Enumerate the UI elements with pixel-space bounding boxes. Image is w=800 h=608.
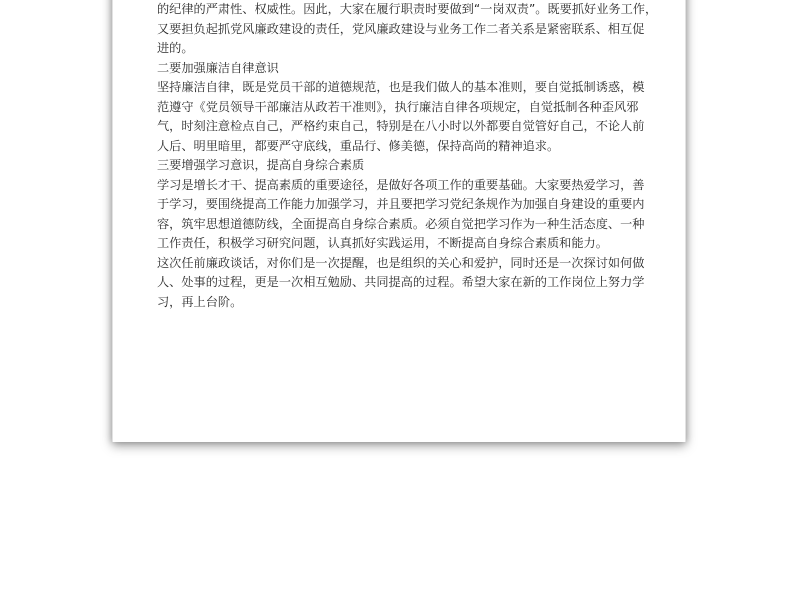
- paragraph-line: 人、处事的过程，更是一次相互勉励、共同提高的过程。希望大家在新的工作岗位上努力学: [157, 275, 645, 289]
- paragraph-line: 进的。: [157, 41, 194, 55]
- paragraph-line: 这次任前廉政谈话，对你们是一次提醒，也是组织的关心和爱护，同时还是一次探讨如何做: [157, 255, 645, 270]
- document-body: [157, 0, 657, 312]
- paragraph-line: 工作责任，积极学习研究问题，认真抓好实践运用，不断提高自身综合素质和能力。: [157, 236, 608, 250]
- paragraph-line: 学习是增长才干、提高素质的重要途径，是做好各项工作的重要基础。大家要热爱学习，善: [157, 177, 645, 192]
- paragraph-line: 容，筑牢思想道德防线，全面提高自身综合素质。必须自觉把学习作为一种生活态度、一种: [157, 216, 645, 231]
- paragraph-line: 于学习，要围绕提高工作能力加强学习，并且要把学习党纪条规作为加强自身建设的重要内: [157, 197, 645, 211]
- paragraph-line: 人后、明里暗里，都要严守底线，重品行、修美德，保持高尚的精神追求。: [157, 138, 560, 153]
- paragraph-line: 气，时刻注意检点自己，严格约束自己，特别是在八小时以外都要自觉管好自己，不论人前: [157, 119, 645, 133]
- paragraph-line: 范遵守《党员领导干部廉洁从政若干准则》，执行廉洁自律各项规定，自觉抵制各种歪风邪: [157, 99, 639, 114]
- paragraph-line: 又要担负起抓党风廉政建设的责任，党风廉政建设与业务工作二者关系是紧密联系、相互促: [157, 21, 645, 36]
- section-heading: 二要加强廉洁自律意识: [157, 60, 279, 75]
- paragraph-line: 的纪律的严肃性、权威性。因此，大家在履行职责时要做到“一岗双责”。既要抓好业务工作，: [157, 2, 658, 16]
- paragraph-line: 习，再上台阶。: [157, 294, 243, 309]
- document-page: [112, 0, 686, 442]
- section-heading: 三要增强学习意识，提高自身综合素质: [157, 158, 365, 172]
- paragraph-line: 坚持廉洁自律，既是党员干部的道德规范，也是我们做人的基本准则，要自觉抵制诱惑，模: [157, 80, 645, 94]
